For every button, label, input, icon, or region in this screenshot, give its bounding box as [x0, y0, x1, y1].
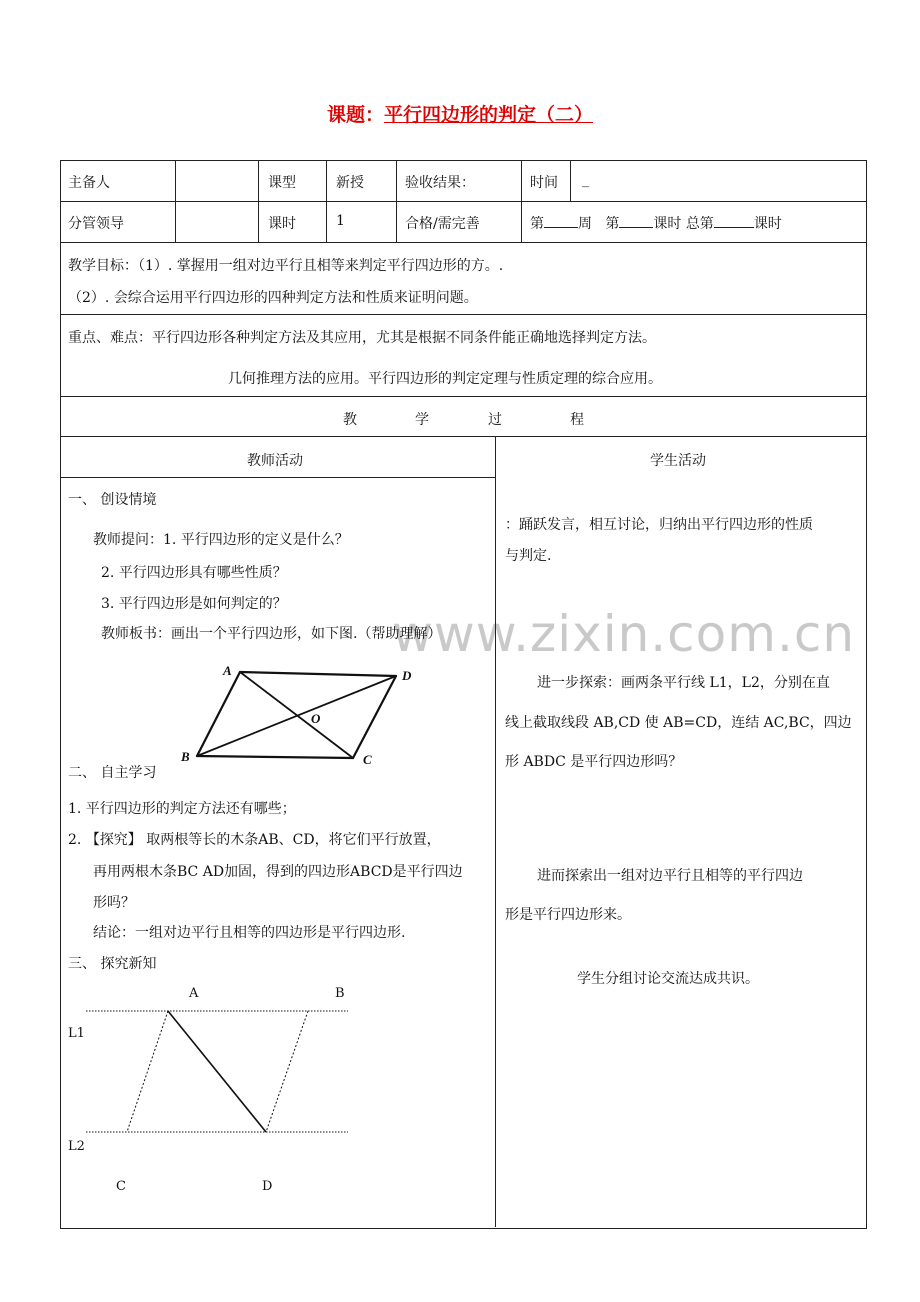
title-prefix: 课题：	[326, 104, 384, 126]
teacher-question-2: 2. 平行四边形具有哪些性质？	[101, 565, 287, 581]
parallel-lines-figure	[60, 980, 360, 1200]
week-blank	[544, 213, 578, 228]
diagonal-ac	[240, 672, 353, 758]
side-bc	[197, 756, 353, 758]
study-item-2-line-2: 再用两根木条BC AD加固，得到的四边形ABCD是平行四边	[93, 864, 463, 880]
section-1-title: 一、 创设情境	[68, 492, 157, 508]
keypoint-line-1: 重点、难点：平行四边形各种判定方法及其应用，尤其是根据不同条件能正确地选择判定方法。	[68, 330, 656, 346]
row-divider	[60, 396, 866, 397]
vertex-label-a: A	[223, 663, 232, 678]
period-blank	[619, 213, 653, 228]
side-ab	[197, 672, 240, 756]
process-char-3: 过	[488, 412, 502, 428]
col-divider	[495, 436, 496, 1227]
student-para-2-line-3: 形 ABDC 是平行四边形吗？	[505, 754, 683, 770]
point-label-d: D	[262, 1179, 273, 1194]
row-divider	[60, 477, 495, 478]
row-divider	[60, 242, 866, 243]
schedule-week-prefix: 第	[530, 216, 544, 232]
student-para-1-line-2: 与判定.	[505, 548, 552, 564]
parallelogram-figure	[170, 658, 440, 770]
center-label-o: O	[311, 711, 321, 726]
schedule-total-prefix: 总第	[685, 216, 714, 232]
teacher-question-1: 教师提问：1. 平行四边形的定义是什么？	[93, 532, 349, 548]
line-label-l1: L1	[68, 1026, 85, 1041]
keypoint-line-2: 几何推理方法的应用。平行四边形的判定定理与性质定理的综合应用。	[228, 371, 662, 387]
vertex-label-c: C	[363, 752, 372, 767]
supervisor-label: 分管领导	[68, 216, 124, 232]
section-3-title: 三、 探究新知	[68, 956, 157, 972]
student-para-2-line-1: 进一步探索：画两条平行线 L1，L2，分别在直	[537, 675, 830, 691]
vertex-label-b: B	[181, 749, 190, 764]
preparer-label: 主备人	[68, 175, 110, 191]
segment-ac	[127, 1011, 168, 1132]
row-divider	[60, 436, 866, 437]
teacher-board-note: 教师板书：画出一个平行四边形，如下图.（帮助理解）	[101, 626, 442, 642]
row-divider	[60, 201, 866, 202]
teacher-column-header: 教师活动	[247, 453, 303, 469]
side-ad	[240, 672, 396, 676]
col-divider	[396, 160, 397, 242]
schedule-week-suffix: 周	[578, 216, 592, 232]
lesson-type-label: 课型	[268, 175, 296, 191]
vertex-label-d: D	[402, 668, 412, 683]
student-para-1-line-1: ：踊跃发言，相互讨论，归纳出平行四边形的性质	[505, 517, 813, 533]
student-para-4: 学生分组讨论交流达成共识。	[577, 971, 759, 987]
point-label-a: A	[189, 986, 199, 1001]
lesson-type-value: 新授	[336, 175, 364, 191]
schedule-period-prefix: 第	[605, 216, 620, 232]
side-dc	[353, 676, 396, 758]
row-divider	[60, 314, 866, 315]
document-title	[0, 100, 920, 127]
study-item-2-line-1: 2. 【探究】 取两根等长的木条AB、CD，将它们平行放置，	[68, 832, 441, 848]
objective-line-1: 教学目标：（1）. 掌握用一组对边平行且相等来判定平行四边形的方。.	[68, 258, 504, 274]
point-label-c: C	[116, 1179, 126, 1194]
teacher-question-3: 3. 平行四边形是如何判定的？	[101, 596, 287, 612]
col-divider	[175, 160, 176, 242]
study-item-2-line-3: 形吗？	[93, 895, 135, 911]
student-para-2-line-2: 线上截取线段 AB,CD 使 AB=CD，连结 AC,BC，四边	[505, 715, 852, 731]
total-blank	[714, 213, 754, 228]
conclusion: 结论：一组对边平行且相等的四边形是平行四边形.	[93, 925, 406, 941]
student-para-3-line-1: 进而探索出一组对边平行且相等的平行四边	[537, 868, 803, 884]
col-divider	[258, 160, 259, 242]
col-divider	[570, 160, 571, 201]
objective-line-2: （2）. 会综合运用平行四边形的四种判定方法和性质来证明问题。	[68, 290, 478, 306]
schedule-line	[530, 213, 782, 233]
diagonal-bd	[197, 676, 396, 756]
col-divider	[326, 160, 327, 242]
time-label: 时间	[530, 175, 558, 191]
watermark: www.zixin.com.cn	[392, 605, 856, 663]
process-char-4: 程	[570, 412, 584, 428]
period-value: 1	[336, 213, 345, 229]
period-label: 课时	[268, 216, 296, 232]
segment-bd	[266, 1011, 308, 1132]
schedule-total-suffix: 课时	[753, 216, 782, 232]
acceptance-label: 验收结果：	[405, 175, 475, 191]
title-main: 平行四边形的判定（二）	[384, 104, 594, 126]
segment-ad	[168, 1011, 266, 1132]
schedule-period-suffix: 课时	[653, 216, 682, 232]
student-column-header: 学生活动	[650, 453, 706, 469]
point-label-b: B	[335, 986, 345, 1001]
section-2-title: 二、 自主学习	[68, 765, 157, 781]
time-value: _	[582, 172, 589, 188]
line-label-l2: L2	[68, 1139, 85, 1154]
study-item-1: 1. 平行四边形的判定方法还有哪些；	[68, 801, 296, 817]
student-para-3-line-2: 形是平行四边形来。	[505, 907, 631, 923]
col-divider	[521, 160, 522, 242]
result-options: 合格/需完善	[405, 216, 480, 232]
process-char-2: 学	[415, 412, 429, 428]
process-char-1: 教	[343, 412, 357, 428]
